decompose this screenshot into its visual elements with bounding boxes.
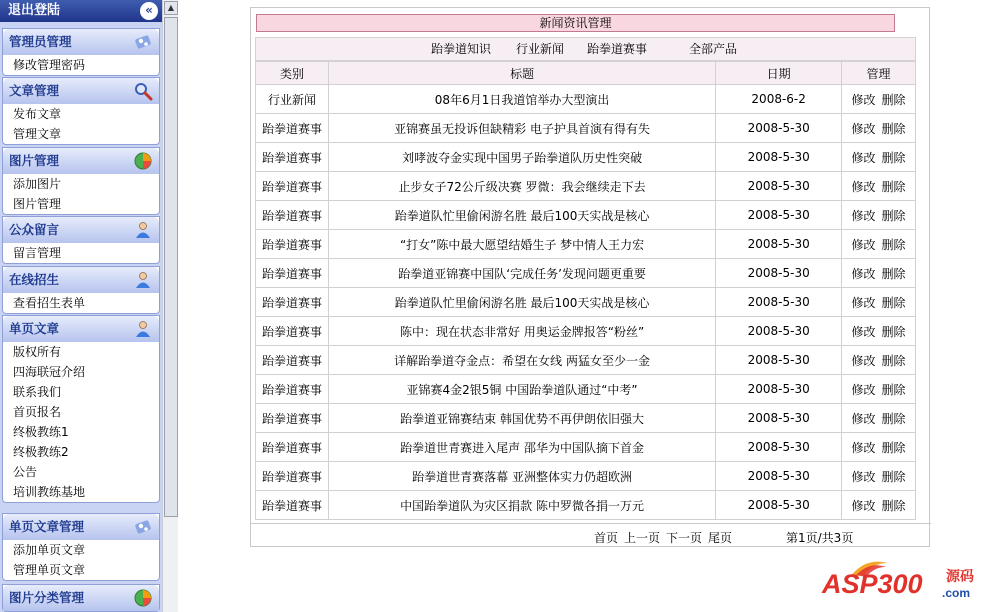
row-date: 2008-5-30 [716, 230, 842, 259]
row-actions [842, 433, 916, 462]
user-icon [133, 319, 153, 339]
edit-link[interactable]: 修改 [851, 324, 876, 339]
magnifier-icon [133, 81, 153, 101]
sidebar-group-title: 管理员管理 [9, 34, 72, 49]
edit-link[interactable]: 修改 [851, 353, 876, 368]
delete-link[interactable]: 删除 [881, 179, 906, 194]
edit-link[interactable]: 修改 [851, 208, 876, 223]
row-actions [842, 230, 916, 259]
delete-link[interactable]: 删除 [881, 382, 906, 397]
edit-link[interactable]: 修改 [851, 121, 876, 136]
logo-domain: .com [942, 586, 971, 600]
row-title[interactable]: 刘哮波夺金实现中国男子跆拳道队历史性突破 [328, 143, 715, 172]
sidebar-item-coach-2[interactable]: 终极教练2 [13, 445, 69, 459]
table-row [256, 201, 916, 230]
sidebar-group-image-categories [2, 584, 160, 612]
row-title[interactable]: 跆拳道世青赛落幕 亚洲整体实力仍超欧洲 [328, 462, 715, 491]
row-date: 2008-5-30 [716, 317, 842, 346]
last-page-link[interactable]: 尾页 [708, 531, 733, 545]
prev-page-link[interactable]: 上一页 [624, 531, 661, 545]
row-category: 行业新闻 [256, 85, 329, 114]
sidebar-item-about[interactable]: 四海联冠介绍 [13, 365, 86, 379]
sidebar-group-header[interactable] [3, 267, 159, 293]
sidebar-item-change-password[interactable]: 修改管理密码 [13, 58, 86, 72]
sidebar-group-header[interactable] [3, 585, 159, 611]
delete-link[interactable]: 删除 [881, 498, 906, 513]
edit-link[interactable]: 修改 [851, 382, 876, 397]
table-row [256, 143, 916, 172]
row-date: 2008-5-30 [716, 404, 842, 433]
table-row [256, 259, 916, 288]
sidebar-item-manage-single-pages[interactable]: 管理单页文章 [13, 563, 86, 577]
row-title[interactable]: 亚锦赛虽无投诉但缺精彩 电子护具首演有得有失 [328, 114, 715, 143]
table-row [256, 346, 916, 375]
sidebar-group-header[interactable] [3, 217, 159, 243]
edit-link[interactable]: 修改 [851, 150, 876, 165]
column-header-category: 类别 [256, 62, 329, 85]
sidebar-item-copyright[interactable]: 版权所有 [13, 345, 62, 359]
edit-link[interactable]: 修改 [851, 469, 876, 484]
tab-all-products[interactable]: 全部产品 [689, 42, 738, 56]
sidebar-item-add-image[interactable]: 添加图片 [13, 177, 62, 191]
delete-link[interactable]: 删除 [881, 440, 906, 455]
page-title: 新闻资讯管理 [256, 14, 895, 32]
row-actions [842, 172, 916, 201]
table-row [256, 404, 916, 433]
row-actions [842, 462, 916, 491]
sidebar-group-single-pages [2, 315, 160, 503]
row-date: 2008-5-30 [716, 462, 842, 491]
row-actions [842, 259, 916, 288]
row-category: 跆拳道赛事 [256, 143, 329, 172]
category-tabs [255, 37, 916, 61]
row-title[interactable]: 陈中：现在状态非常好 用奥运金牌报答“粉丝” [328, 317, 715, 346]
sidebar-group-messages [2, 216, 160, 264]
delete-link[interactable]: 删除 [881, 92, 906, 107]
edit-link[interactable]: 修改 [851, 295, 876, 310]
row-actions [842, 491, 916, 520]
row-actions [842, 288, 916, 317]
row-title[interactable]: 跆拳道世青赛进入尾声 邵华为中国队摘下首金 [328, 433, 715, 462]
row-title[interactable]: 跆拳道亚锦赛结束 韩国优势不再伊朗依旧强大 [328, 404, 715, 433]
row-title[interactable]: “打女”陈中最大愿望结婚生子 梦中情人王力宏 [328, 230, 715, 259]
row-date: 2008-5-30 [716, 114, 842, 143]
row-title[interactable]: 跆拳道队忙里偷闲游名胜 最后100天实战是核心 [328, 201, 715, 230]
sidebar-group-enrollment [2, 266, 160, 314]
row-date: 2008-5-30 [716, 143, 842, 172]
delete-link[interactable]: 删除 [881, 237, 906, 252]
sidebar-group-title: 单页文章 [9, 321, 60, 336]
delete-link[interactable]: 删除 [881, 411, 906, 426]
row-date: 2008-5-30 [716, 375, 842, 404]
globe-icon [133, 588, 153, 608]
sidebar-group-header[interactable] [3, 316, 159, 342]
sidebar-item-publish-article[interactable]: 发布文章 [13, 107, 62, 121]
row-actions [842, 85, 916, 114]
gears-icon [133, 32, 153, 52]
delete-link[interactable]: 删除 [881, 150, 906, 165]
table-row [256, 491, 916, 520]
row-category: 跆拳道赛事 [256, 172, 329, 201]
row-category: 跆拳道赛事 [256, 201, 329, 230]
sidebar-group-header[interactable] [3, 78, 159, 104]
delete-link[interactable]: 删除 [881, 208, 906, 223]
row-date: 2008-5-30 [716, 433, 842, 462]
sidebar-item-coach-1[interactable]: 终极教练1 [13, 425, 69, 439]
collapse-sidebar-icon[interactable]: « [140, 2, 158, 20]
logout-link[interactable] [0, 0, 162, 22]
column-header-date: 日期 [716, 62, 842, 85]
delete-link[interactable]: 删除 [881, 353, 906, 368]
edit-link[interactable]: 修改 [851, 440, 876, 455]
page-status: 第1页/共3页 [786, 531, 854, 545]
row-title[interactable]: 止步女子72公斤级决赛 罗微：我会继续走下去 [328, 172, 715, 201]
edit-link[interactable]: 修改 [851, 411, 876, 426]
table-row [256, 288, 916, 317]
pagination [251, 523, 931, 547]
row-title[interactable]: 跆拳道亚锦赛中国队‘完成任务’发现问题更重要 [328, 259, 715, 288]
delete-link[interactable]: 删除 [881, 121, 906, 136]
edit-link[interactable]: 修改 [851, 179, 876, 194]
column-header-actions: 管理 [842, 62, 916, 85]
sidebar-group-header[interactable] [3, 148, 159, 174]
row-actions [842, 143, 916, 172]
sidebar-item-view-enrollment[interactable]: 查看招生表单 [13, 296, 86, 310]
column-header-title: 标题 [328, 62, 715, 85]
user-icon [133, 270, 153, 290]
table-row [256, 317, 916, 346]
row-title[interactable]: 跆拳道队忙里偷闲游名胜 最后100天实战是核心 [328, 288, 715, 317]
delete-link[interactable]: 删除 [881, 266, 906, 281]
row-date: 2008-5-30 [716, 172, 842, 201]
sidebar [0, 0, 162, 612]
delete-link[interactable]: 删除 [881, 469, 906, 484]
row-category: 跆拳道赛事 [256, 462, 329, 491]
next-page-link[interactable]: 下一页 [666, 531, 703, 545]
edit-link[interactable]: 修改 [851, 237, 876, 252]
row-category: 跆拳道赛事 [256, 404, 329, 433]
sidebar-group-title: 文章管理 [9, 83, 60, 98]
sidebar-group-title: 图片管理 [9, 153, 60, 168]
row-date: 2008-6-2 [716, 85, 842, 114]
sidebar-group-header[interactable] [3, 514, 159, 540]
sidebar-item-manage-articles[interactable]: 管理文章 [13, 127, 62, 141]
sidebar-group-title: 在线招生 [9, 272, 60, 287]
table-row [256, 433, 916, 462]
sidebar-group-header[interactable] [3, 29, 159, 55]
sidebar-group-single-page-admin [2, 513, 160, 581]
table-row [256, 85, 916, 114]
sidebar-item-manage-images[interactable]: 图片管理 [13, 197, 62, 211]
row-category: 跆拳道赛事 [256, 491, 329, 520]
table-header-row [256, 62, 916, 85]
row-category: 跆拳道赛事 [256, 259, 329, 288]
tab-taekwondo-events[interactable]: 跆拳道赛事 [587, 42, 648, 56]
gears-icon [133, 517, 153, 537]
tab-industry-news[interactable]: 行业新闻 [516, 42, 565, 56]
row-category: 跆拳道赛事 [256, 288, 329, 317]
edit-link[interactable]: 修改 [851, 266, 876, 281]
sidebar-scrollbar[interactable] [162, 0, 178, 612]
row-category: 跆拳道赛事 [256, 230, 329, 259]
sidebar-group-title: 单页文章管理 [9, 519, 85, 534]
row-category: 跆拳道赛事 [256, 375, 329, 404]
sidebar-item-home-signup[interactable]: 首页报名 [13, 405, 62, 419]
first-page-link[interactable]: 首页 [594, 531, 619, 545]
globe-icon [133, 151, 153, 171]
row-actions [842, 114, 916, 143]
delete-link[interactable]: 删除 [881, 324, 906, 339]
user-icon [133, 220, 153, 240]
table-row [256, 114, 916, 143]
edit-link[interactable]: 修改 [851, 498, 876, 513]
table-row [256, 230, 916, 259]
logo-text: ASP300 [822, 569, 923, 599]
sidebar-group-admin [2, 28, 160, 76]
sidebar-item-manage-messages[interactable]: 留言管理 [13, 246, 62, 260]
row-date: 2008-5-30 [716, 288, 842, 317]
row-actions [842, 375, 916, 404]
news-table [255, 61, 916, 520]
row-title[interactable]: 详解跆拳道夺金点：希望在女线 两猛女至少一金 [328, 346, 715, 375]
table-row [256, 375, 916, 404]
sidebar-item-contact[interactable]: 联系我们 [13, 385, 62, 399]
row-category: 跆拳道赛事 [256, 114, 329, 143]
row-date: 2008-5-30 [716, 346, 842, 375]
logo-tag: 源码 [946, 569, 974, 585]
row-date: 2008-5-30 [716, 201, 842, 230]
row-category: 跆拳道赛事 [256, 433, 329, 462]
row-date: 2008-5-30 [716, 259, 842, 288]
sidebar-group-articles [2, 77, 160, 145]
row-actions [842, 201, 916, 230]
row-date: 2008-5-30 [716, 491, 842, 520]
logout-label: 退出登陆 [8, 3, 61, 18]
table-row [256, 172, 916, 201]
edit-link[interactable]: 修改 [851, 92, 876, 107]
news-management-panel [250, 7, 930, 547]
sidebar-group-title: 图片分类管理 [9, 590, 85, 605]
scrollbar-thumb[interactable] [164, 17, 178, 517]
sidebar-item-notice[interactable]: 公告 [13, 465, 38, 479]
tab-taekwondo-knowledge[interactable]: 跆拳道知识 [431, 42, 492, 56]
sidebar-group-title: 公众留言 [9, 222, 60, 237]
row-actions [842, 404, 916, 433]
row-title[interactable]: 亚锦赛4金2银5铜 中国跆拳道队通过“中考” [328, 375, 715, 404]
sidebar-item-add-single-page[interactable]: 添加单页文章 [13, 543, 86, 557]
row-actions [842, 346, 916, 375]
asp300-logo [820, 555, 990, 607]
row-title[interactable]: 08年6月1日我道馆举办大型演出 [328, 85, 715, 114]
table-row [256, 462, 916, 491]
row-category: 跆拳道赛事 [256, 317, 329, 346]
row-title[interactable]: 中国跆拳道队为灾区捐款 陈中罗微各捐一万元 [328, 491, 715, 520]
scroll-up-icon[interactable]: ▲ [164, 1, 178, 15]
sidebar-item-training-base[interactable]: 培训教练基地 [13, 485, 86, 499]
sidebar-group-images [2, 147, 160, 215]
delete-link[interactable]: 删除 [881, 295, 906, 310]
row-category: 跆拳道赛事 [256, 346, 329, 375]
row-actions [842, 317, 916, 346]
